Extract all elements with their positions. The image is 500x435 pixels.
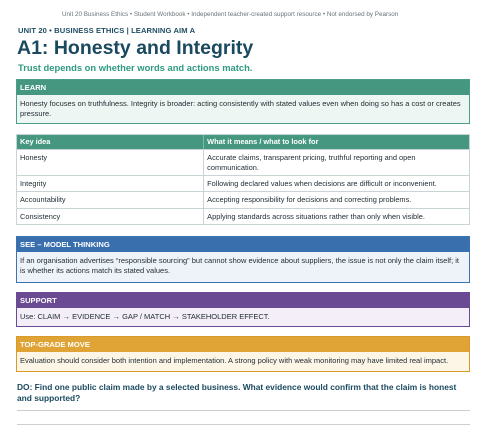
- table-cell-idea: Consistency: [17, 209, 204, 224]
- column-header-meaning: What it means / what to look for: [207, 137, 319, 146]
- top-grade-text: Evaluation should consider both intention and implementation. A strong policy with weak monitoring may have limited real impact.: [20, 356, 449, 365]
- top-grade-heading: TOP-GRADE MOVE: [17, 337, 469, 352]
- learn-box: [16, 79, 470, 124]
- support-box: [16, 292, 470, 327]
- document-header-note: Unit 20 Business Ethics • Student Workbook • Independent teacher-created support resource • Not endorsed by Pearson: [62, 11, 399, 18]
- page-title: A1: Honesty and Integrity: [17, 37, 254, 59]
- learn-heading: LEARN: [17, 80, 469, 95]
- see-heading: SEE – MODEL THINKING: [17, 237, 469, 252]
- learn-text: Honesty focuses on truthfulness. Integrity is broader: acting consistently with stated values even when doing so has a cost or creates pressure.: [20, 99, 461, 118]
- table-header: [17, 135, 469, 149]
- table-cell-meaning: Accurate claims, transparent pricing, truthful reporting and open communication.: [207, 153, 416, 172]
- key-ideas-table: [16, 134, 470, 225]
- table-cell-idea: Integrity: [17, 176, 204, 191]
- table-row: [17, 208, 469, 224]
- support-heading: SUPPORT: [17, 293, 469, 308]
- column-header-key-idea: Key idea: [17, 135, 204, 149]
- table-cell-idea: Accountability: [17, 192, 204, 208]
- table-row: [17, 191, 469, 208]
- page-subtitle: Trust depends on whether words and actions match.: [18, 62, 253, 73]
- answer-line[interactable]: [17, 410, 470, 411]
- table-cell-idea: Honesty: [17, 150, 204, 175]
- see-box: [16, 236, 470, 283]
- table-cell-meaning: Following declared values when decisions are difficult or inconvenient.: [207, 179, 437, 188]
- table-cell-meaning: Applying standards across situations rather than only when visible.: [207, 212, 425, 221]
- table-cell-meaning: Accepting responsibility for decisions and correcting problems.: [207, 195, 412, 204]
- top-grade-box: [16, 336, 470, 372]
- task-question: DO: Find one public claim made by a selected business. What evidence would confirm that the claim is honest and supported?: [17, 382, 457, 403]
- support-text: Use: CLAIM → EVIDENCE → GAP / MATCH → STAKEHOLDER EFFECT.: [20, 312, 270, 321]
- table-row: [17, 149, 469, 175]
- table-row: [17, 175, 469, 191]
- see-text: If an organisation advertises “responsible sourcing” but cannot show evidence about suppliers, the issue is not only the claim itself; it is whether its actions match its stated values.: [20, 256, 459, 275]
- answer-line[interactable]: [17, 424, 470, 425]
- unit-label: UNIT 20 • BUSINESS ETHICS | LEARNING AIM A: [18, 26, 196, 35]
